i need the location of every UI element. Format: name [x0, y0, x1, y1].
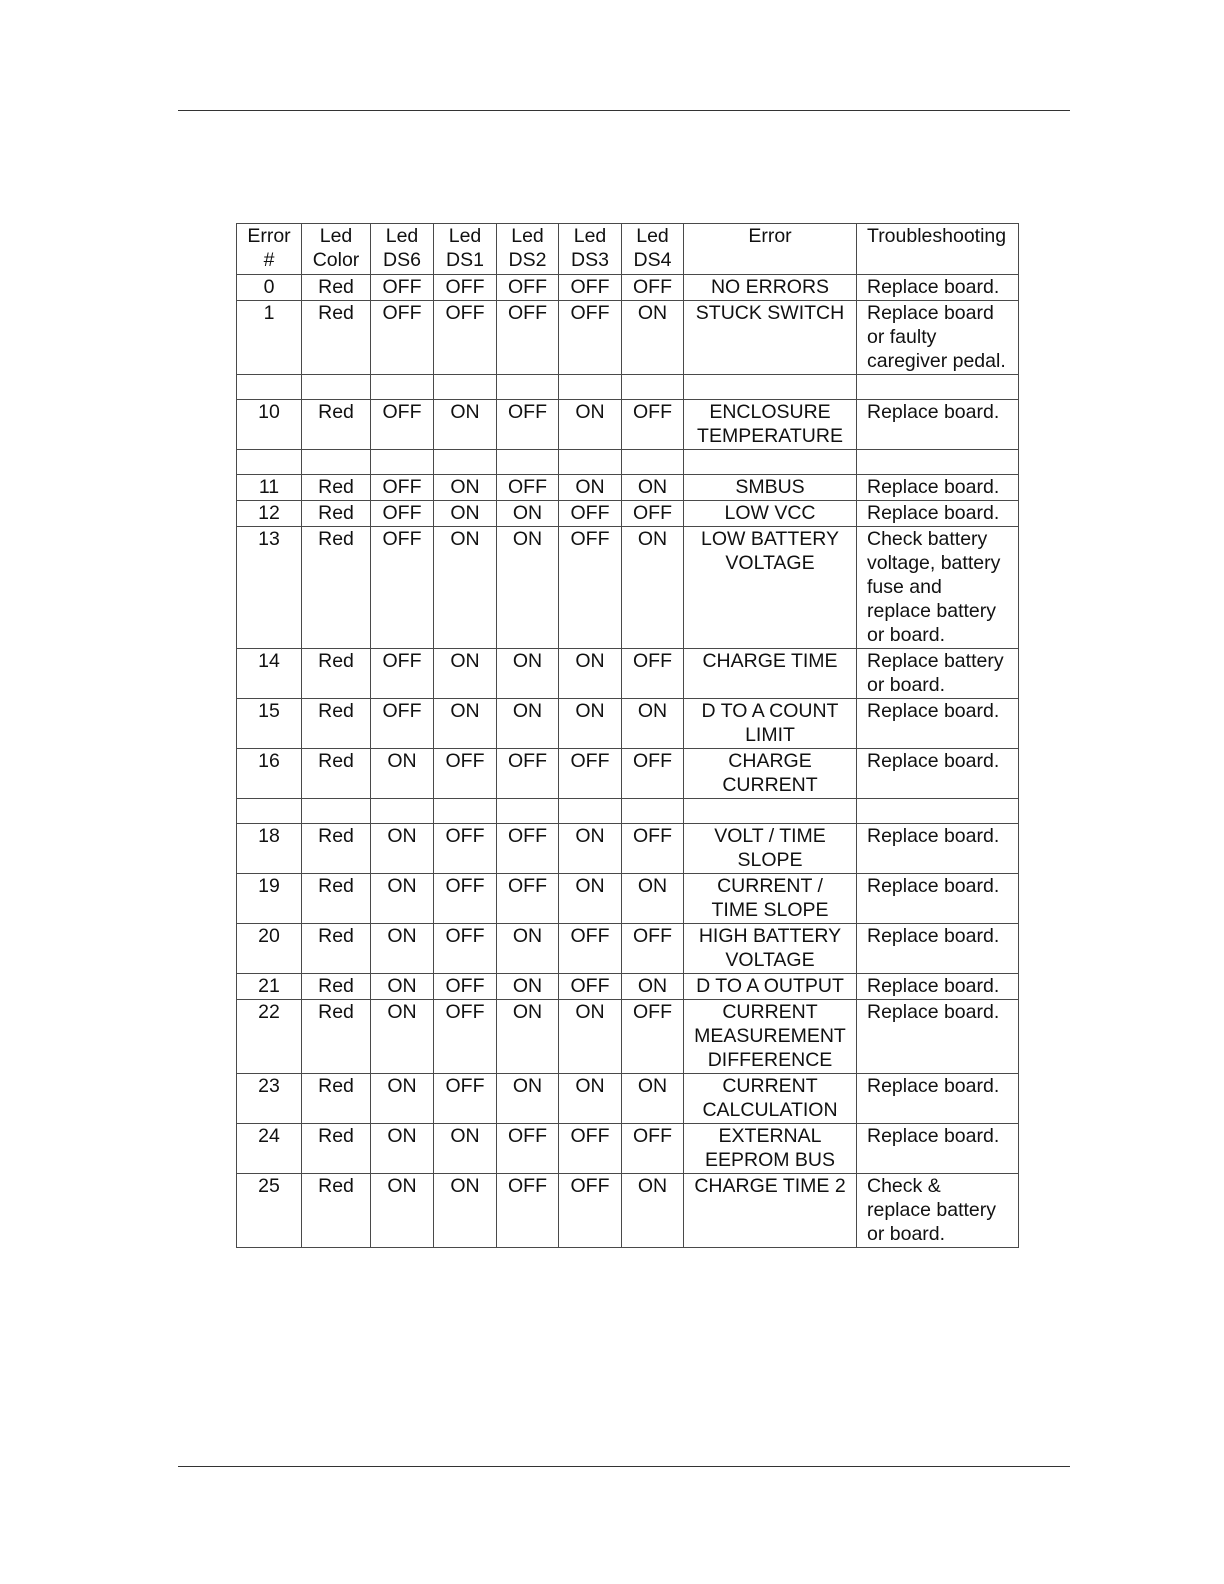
troubleshooting-line: Replace board. [867, 502, 1000, 524]
cell-led-ds2: OFF [497, 1124, 559, 1174]
cell-error-number: 19 [237, 874, 302, 924]
cell-error [684, 1174, 857, 1248]
cell-led-ds4: OFF [622, 824, 684, 874]
cell-led-color: Red [302, 527, 371, 649]
error-line: CURRENT / [717, 875, 823, 897]
empty-cell [684, 375, 857, 400]
troubleshooting-line: replace battery [867, 600, 996, 622]
cell-led-ds3: ON [559, 1074, 622, 1124]
cell-led-color: Red [302, 1174, 371, 1248]
cell-led-ds2: OFF [497, 275, 559, 301]
empty-cell [857, 450, 1019, 475]
troubleshooting-line: or board. [867, 624, 946, 646]
empty-cell [497, 799, 559, 824]
cell-error [684, 1074, 857, 1124]
troubleshooting-line: Replace board. [867, 276, 1000, 298]
error-line: D TO A COUNT [701, 700, 839, 722]
cell-led-ds2: ON [497, 699, 559, 749]
cell-error [684, 924, 857, 974]
cell-led-color: Red [302, 1124, 371, 1174]
cell-error-number: 16 [237, 749, 302, 799]
table-row [237, 1124, 1019, 1174]
empty-cell [237, 450, 302, 475]
troubleshooting-line: Replace board [867, 302, 994, 324]
cell-troubleshooting [857, 1074, 1019, 1124]
cell-error-number: 12 [237, 501, 302, 527]
cell-error [684, 874, 857, 924]
cell-led-ds4: OFF [622, 749, 684, 799]
cell-led-ds6: ON [371, 824, 434, 874]
cell-troubleshooting [857, 924, 1019, 974]
error-line: DIFFERENCE [707, 1049, 833, 1071]
cell-error [684, 475, 857, 501]
cell-led-color: Red [302, 501, 371, 527]
cell-led-ds1: OFF [434, 1000, 497, 1074]
cell-error [684, 275, 857, 301]
error-line: CURRENT [722, 1001, 818, 1023]
cell-led-ds6: ON [371, 1174, 434, 1248]
empty-cell [684, 450, 857, 475]
cell-led-ds2: OFF [497, 475, 559, 501]
cell-led-ds3: ON [559, 649, 622, 699]
error-code-table [236, 223, 1019, 1248]
cell-troubleshooting [857, 400, 1019, 450]
header-troubleshooting: Troubleshooting [857, 224, 1019, 275]
empty-cell [302, 799, 371, 824]
cell-error [684, 400, 857, 450]
cell-led-ds3: OFF [559, 924, 622, 974]
cell-led-ds3: OFF [559, 301, 622, 375]
empty-cell [371, 799, 434, 824]
cell-error [684, 974, 857, 1000]
empty-cell [857, 799, 1019, 824]
cell-led-color: Red [302, 649, 371, 699]
cell-led-ds4: ON [622, 475, 684, 501]
cell-error-number: 18 [237, 824, 302, 874]
table-row [237, 301, 1019, 375]
cell-led-ds2: ON [497, 1000, 559, 1074]
cell-led-color: Red [302, 874, 371, 924]
table-row [237, 475, 1019, 501]
empty-cell [622, 375, 684, 400]
error-line: VOLTAGE [725, 552, 815, 574]
cell-led-ds1: OFF [434, 1074, 497, 1124]
cell-led-ds1: OFF [434, 301, 497, 375]
cell-led-ds4: ON [622, 527, 684, 649]
cell-led-ds1: OFF [434, 275, 497, 301]
cell-led-ds3: ON [559, 475, 622, 501]
empty-cell [559, 450, 622, 475]
table-row [237, 275, 1019, 301]
cell-led-ds2: ON [497, 974, 559, 1000]
error-line: CURRENT [722, 1075, 818, 1097]
error-line: CHARGE [728, 750, 812, 772]
table-body [237, 275, 1019, 1248]
error-line: HIGH BATTERY [698, 925, 842, 947]
cell-led-ds3: ON [559, 824, 622, 874]
troubleshooting-line: Replace board. [867, 700, 1000, 722]
cell-led-ds6: ON [371, 749, 434, 799]
error-line: NO ERRORS [710, 276, 830, 298]
cell-led-ds6: ON [371, 924, 434, 974]
cell-troubleshooting [857, 301, 1019, 375]
table-row [237, 974, 1019, 1000]
cell-led-color: Red [302, 924, 371, 974]
cell-error-number: 23 [237, 1074, 302, 1124]
error-line: LIMIT [745, 724, 795, 746]
cell-led-ds3: OFF [559, 1124, 622, 1174]
troubleshooting-line: Replace board. [867, 825, 1000, 847]
cell-led-ds6: ON [371, 1000, 434, 1074]
error-line: STUCK SWITCH [695, 302, 845, 324]
troubleshooting-line: voltage, battery [867, 552, 1001, 574]
cell-troubleshooting [857, 649, 1019, 699]
cell-error-number: 22 [237, 1000, 302, 1074]
error-line: MEASUREMENT [694, 1025, 846, 1047]
error-line: VOLTAGE [725, 949, 815, 971]
cell-troubleshooting [857, 475, 1019, 501]
empty-cell [622, 799, 684, 824]
cell-led-ds2: OFF [497, 1174, 559, 1248]
empty-cell [857, 375, 1019, 400]
cell-led-ds3: ON [559, 1000, 622, 1074]
empty-cell [684, 799, 857, 824]
error-line: SMBUS [735, 476, 805, 498]
cell-error-number: 21 [237, 974, 302, 1000]
cell-error [684, 649, 857, 699]
troubleshooting-line: or board. [867, 1223, 946, 1245]
troubleshooting-line: Replace board. [867, 925, 1000, 947]
table-row [237, 824, 1019, 874]
cell-led-ds3: OFF [559, 749, 622, 799]
cell-led-color: Red [302, 400, 371, 450]
cell-troubleshooting [857, 1174, 1019, 1248]
cell-troubleshooting [857, 874, 1019, 924]
cell-led-ds2: OFF [497, 400, 559, 450]
table-row [237, 1000, 1019, 1074]
cell-led-ds2: ON [497, 1074, 559, 1124]
cell-error-number: 25 [237, 1174, 302, 1248]
cell-error [684, 749, 857, 799]
table-row [237, 1174, 1019, 1248]
troubleshooting-line: Check & [867, 1175, 941, 1197]
cell-error [684, 699, 857, 749]
cell-led-ds1: ON [434, 501, 497, 527]
troubleshooting-line: or board. [867, 674, 946, 696]
cell-error [684, 301, 857, 375]
cell-led-ds4: ON [622, 1074, 684, 1124]
empty-cell [434, 375, 497, 400]
cell-error-number: 10 [237, 400, 302, 450]
cell-troubleshooting [857, 527, 1019, 649]
cell-error-number: 20 [237, 924, 302, 974]
cell-led-color: Red [302, 749, 371, 799]
header-led-ds4: Led DS4 [622, 224, 684, 275]
error-line: TIME SLOPE [711, 899, 829, 921]
error-line: EEPROM BUS [704, 1149, 836, 1171]
header-error: Error [684, 224, 857, 275]
troubleshooting-line: Replace board. [867, 476, 1000, 498]
empty-cell [497, 450, 559, 475]
empty-cell [302, 375, 371, 400]
table-spacer-row [237, 450, 1019, 475]
cell-troubleshooting [857, 699, 1019, 749]
header-rule [178, 110, 1070, 111]
cell-led-ds4: OFF [622, 400, 684, 450]
empty-cell [434, 450, 497, 475]
troubleshooting-line: Replace board. [867, 975, 1000, 997]
header-led-color: Led Color [302, 224, 371, 275]
error-line: D TO A OUTPUT [696, 975, 844, 997]
cell-led-ds6: OFF [371, 501, 434, 527]
cell-led-ds1: OFF [434, 974, 497, 1000]
cell-led-ds6: ON [371, 974, 434, 1000]
cell-led-ds3: OFF [559, 974, 622, 1000]
cell-led-ds4: OFF [622, 1000, 684, 1074]
cell-error-number: 13 [237, 527, 302, 649]
cell-led-ds4: OFF [622, 275, 684, 301]
cell-led-color: Red [302, 974, 371, 1000]
troubleshooting-line: Replace board. [867, 1125, 1000, 1147]
cell-troubleshooting [857, 974, 1019, 1000]
cell-led-ds3: ON [559, 400, 622, 450]
cell-led-ds4: ON [622, 1174, 684, 1248]
empty-cell [559, 375, 622, 400]
error-line: CHARGE TIME [702, 650, 838, 672]
header-led-ds3: Led DS3 [559, 224, 622, 275]
cell-led-ds1: ON [434, 699, 497, 749]
cell-led-ds1: ON [434, 527, 497, 649]
cell-led-ds1: ON [434, 649, 497, 699]
cell-led-ds1: ON [434, 400, 497, 450]
cell-led-ds4: OFF [622, 1124, 684, 1174]
cell-led-color: Red [302, 1000, 371, 1074]
table-row [237, 649, 1019, 699]
header-led-ds6: Led DS6 [371, 224, 434, 275]
table-row [237, 527, 1019, 649]
troubleshooting-line: or faulty [867, 326, 937, 348]
header-led-ds1: Led DS1 [434, 224, 497, 275]
empty-cell [302, 450, 371, 475]
cell-led-ds2: ON [497, 649, 559, 699]
cell-led-ds1: OFF [434, 874, 497, 924]
cell-led-color: Red [302, 275, 371, 301]
cell-led-ds1: OFF [434, 924, 497, 974]
table-row [237, 924, 1019, 974]
error-line: LOW VCC [724, 502, 816, 524]
cell-error-number: 11 [237, 475, 302, 501]
cell-led-ds6: OFF [371, 301, 434, 375]
cell-error-number: 15 [237, 699, 302, 749]
troubleshooting-line: Check battery [867, 528, 988, 550]
cell-led-ds4: ON [622, 699, 684, 749]
cell-led-ds3: OFF [559, 527, 622, 649]
cell-error [684, 1124, 857, 1174]
error-line: CALCULATION [702, 1099, 838, 1121]
cell-troubleshooting [857, 749, 1019, 799]
cell-troubleshooting [857, 275, 1019, 301]
error-line: CURRENT [722, 774, 818, 796]
cell-led-ds3: ON [559, 699, 622, 749]
troubleshooting-line: replace battery [867, 1199, 996, 1221]
cell-led-ds2: OFF [497, 749, 559, 799]
cell-led-ds4: OFF [622, 501, 684, 527]
cell-led-ds6: OFF [371, 275, 434, 301]
cell-led-color: Red [302, 699, 371, 749]
cell-led-color: Red [302, 824, 371, 874]
cell-led-ds6: OFF [371, 400, 434, 450]
cell-error [684, 824, 857, 874]
cell-led-ds1: OFF [434, 824, 497, 874]
troubleshooting-line: caregiver pedal. [867, 350, 1006, 372]
cell-led-ds1: ON [434, 1124, 497, 1174]
cell-led-color: Red [302, 301, 371, 375]
cell-led-ds2: ON [497, 527, 559, 649]
error-line: EXTERNAL [718, 1125, 822, 1147]
header-led-ds2: Led DS2 [497, 224, 559, 275]
cell-error [684, 527, 857, 649]
cell-error-number: 24 [237, 1124, 302, 1174]
table-spacer-row [237, 375, 1019, 400]
cell-led-ds4: OFF [622, 649, 684, 699]
empty-cell [622, 450, 684, 475]
error-line: VOLT / TIME [714, 825, 826, 847]
cell-led-ds6: OFF [371, 649, 434, 699]
cell-led-ds6: ON [371, 1074, 434, 1124]
cell-led-ds4: ON [622, 874, 684, 924]
cell-error-number: 14 [237, 649, 302, 699]
troubleshooting-line: Replace board. [867, 875, 1000, 897]
empty-cell [237, 799, 302, 824]
cell-led-ds2: ON [497, 924, 559, 974]
empty-cell [371, 450, 434, 475]
error-line: SLOPE [737, 849, 803, 871]
cell-troubleshooting [857, 824, 1019, 874]
cell-troubleshooting [857, 1124, 1019, 1174]
cell-led-color: Red [302, 1074, 371, 1124]
cell-led-color: Red [302, 475, 371, 501]
empty-cell [434, 799, 497, 824]
cell-error-number: 0 [237, 275, 302, 301]
table-row [237, 874, 1019, 924]
footer-rule [178, 1466, 1070, 1467]
empty-cell [559, 799, 622, 824]
cell-led-ds2: OFF [497, 824, 559, 874]
table-row [237, 749, 1019, 799]
troubleshooting-line: Replace battery [867, 650, 1004, 672]
table-row [237, 699, 1019, 749]
cell-led-ds6: OFF [371, 699, 434, 749]
troubleshooting-line: Replace board. [867, 750, 1000, 772]
error-line: CHARGE TIME 2 [694, 1175, 846, 1197]
cell-led-ds6: OFF [371, 527, 434, 649]
error-line: ENCLOSURE [709, 401, 831, 423]
cell-led-ds3: OFF [559, 275, 622, 301]
troubleshooting-line: Replace board. [867, 1001, 1000, 1023]
empty-cell [237, 375, 302, 400]
empty-cell [497, 375, 559, 400]
troubleshooting-line: Replace board. [867, 401, 1000, 423]
cell-led-ds1: ON [434, 1174, 497, 1248]
cell-troubleshooting [857, 1000, 1019, 1074]
cell-error [684, 1000, 857, 1074]
cell-led-ds4: ON [622, 301, 684, 375]
cell-led-ds4: OFF [622, 924, 684, 974]
cell-led-ds2: ON [497, 501, 559, 527]
cell-led-ds4: ON [622, 974, 684, 1000]
table-row [237, 501, 1019, 527]
cell-led-ds6: ON [371, 874, 434, 924]
cell-troubleshooting [857, 501, 1019, 527]
cell-led-ds3: OFF [559, 1174, 622, 1248]
table-header-row [237, 224, 1019, 275]
table-row [237, 400, 1019, 450]
cell-led-ds6: ON [371, 1124, 434, 1174]
header-error-number: Error # [237, 224, 302, 275]
troubleshooting-line: fuse and [867, 576, 942, 598]
cell-led-ds3: ON [559, 874, 622, 924]
cell-led-ds2: OFF [497, 301, 559, 375]
error-line: TEMPERATURE [697, 425, 843, 447]
table-spacer-row [237, 799, 1019, 824]
cell-led-ds1: OFF [434, 749, 497, 799]
cell-led-ds6: OFF [371, 475, 434, 501]
cell-led-ds3: OFF [559, 501, 622, 527]
troubleshooting-line: Replace board. [867, 1075, 1000, 1097]
empty-cell [371, 375, 434, 400]
error-line: LOW BATTERY [701, 528, 839, 550]
cell-led-ds1: ON [434, 475, 497, 501]
cell-error-number: 1 [237, 301, 302, 375]
cell-led-ds2: OFF [497, 874, 559, 924]
table-row [237, 1074, 1019, 1124]
cell-error [684, 501, 857, 527]
